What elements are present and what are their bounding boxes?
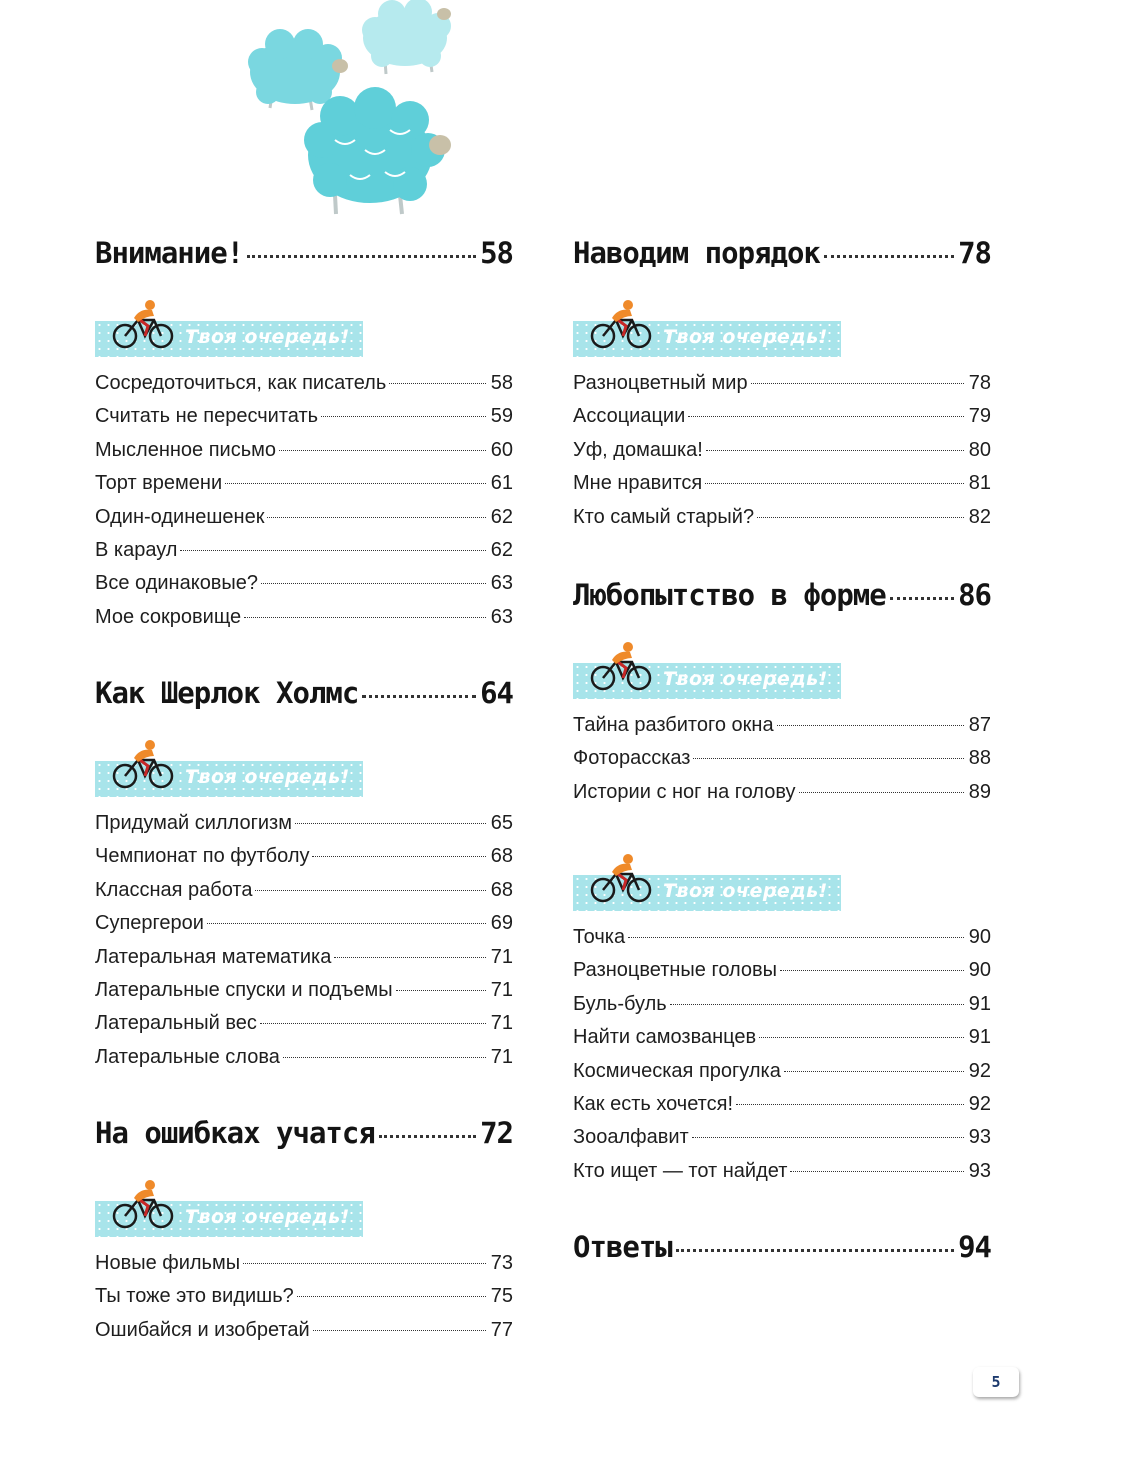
dot-leader xyxy=(267,517,486,518)
cyclist-icon xyxy=(590,850,652,908)
entry-title: Ты тоже это видишь? xyxy=(95,1285,294,1308)
section-title: Любопытство в форме xyxy=(573,578,886,612)
entry-title: Кто самый старый? xyxy=(573,505,755,528)
entry-page: 58 xyxy=(490,372,513,394)
dot-leader xyxy=(692,1137,964,1138)
dot-leader xyxy=(247,255,476,258)
section-title: Ответы xyxy=(573,1230,672,1264)
toc-entry[interactable] xyxy=(95,1319,513,1352)
your-turn-banner xyxy=(573,850,991,920)
entry-title: Разноцветные головы xyxy=(573,959,778,982)
entry-page: 73 xyxy=(490,1252,513,1274)
entry-page: 62 xyxy=(490,538,513,561)
entry-page: 91 xyxy=(968,1026,991,1049)
entry-page: 81 xyxy=(968,472,991,495)
section-page: 72 xyxy=(480,1116,513,1150)
banner-label: Твоя очередь! xyxy=(185,1206,350,1228)
dot-leader xyxy=(297,1296,486,1297)
entry-title: Латеральный вес xyxy=(95,1012,257,1035)
entry-page: 82 xyxy=(968,505,991,528)
dot-leader xyxy=(180,550,486,551)
toc-entry[interactable] xyxy=(95,912,513,945)
dot-leader xyxy=(260,1023,486,1024)
entry-title: Мне нравится xyxy=(573,472,703,495)
toc-entry[interactable] xyxy=(573,472,991,505)
banner-label: Твоя очередь! xyxy=(663,668,828,690)
dot-leader xyxy=(261,583,486,584)
entry-page: 68 xyxy=(490,845,513,868)
entry-title: Латеральные слова xyxy=(95,1045,280,1068)
dot-leader xyxy=(312,856,486,857)
entry-page: 80 xyxy=(968,438,991,461)
cyclist-icon xyxy=(590,296,652,354)
dot-leader xyxy=(334,957,486,958)
entry-page: 88 xyxy=(968,747,991,770)
entry-title: Ошибайся и изобретай xyxy=(95,1318,310,1341)
dot-leader xyxy=(295,823,486,824)
dot-leader xyxy=(751,383,964,384)
entry-page: 61 xyxy=(490,472,513,495)
toc-entry[interactable] xyxy=(95,539,513,572)
dot-leader xyxy=(670,1004,964,1005)
entry-title: Чемпионат по футболу xyxy=(95,845,310,868)
dot-leader xyxy=(784,1071,964,1072)
toc-entry[interactable] xyxy=(573,506,991,539)
toc-section xyxy=(573,236,991,539)
entry-title: В караул xyxy=(95,538,178,561)
dot-leader xyxy=(207,923,486,924)
entry-page: 63 xyxy=(490,572,513,595)
entry-page: 75 xyxy=(490,1285,513,1308)
entry-title: Ассоциации xyxy=(573,405,686,428)
toc-section xyxy=(95,1116,513,1352)
toc-entry[interactable] xyxy=(95,1012,513,1045)
section-heading[interactable] xyxy=(573,1230,991,1274)
dot-leader xyxy=(790,1171,964,1172)
entry-title: Истории с ног на голову xyxy=(573,780,796,803)
toc-entry[interactable] xyxy=(573,372,991,405)
entry-page: 62 xyxy=(490,505,513,528)
toc-entry[interactable] xyxy=(95,606,513,639)
toc-entry[interactable] xyxy=(573,1026,991,1059)
dot-leader xyxy=(759,1037,964,1038)
entry-title: Мое сокровище xyxy=(95,605,242,628)
entry-page: 63 xyxy=(490,605,513,628)
section-page: 94 xyxy=(958,1230,991,1264)
toc-section xyxy=(573,1230,991,1274)
dot-leader xyxy=(283,1057,486,1058)
section-page: 78 xyxy=(958,236,991,270)
toc-entry[interactable] xyxy=(95,946,513,979)
entry-page: 68 xyxy=(490,878,513,901)
toc-entry[interactable] xyxy=(573,1060,991,1093)
banner-label: Твоя очередь! xyxy=(663,326,828,348)
sheep-large xyxy=(304,87,451,214)
dot-leader xyxy=(379,1135,476,1138)
entry-title: Торт времени xyxy=(95,472,223,495)
toc-entry[interactable] xyxy=(573,1160,991,1193)
your-turn-banner xyxy=(95,296,513,366)
section-heading[interactable] xyxy=(95,1116,513,1160)
dot-leader xyxy=(890,597,954,600)
entry-title: Как есть хочется! xyxy=(573,1092,733,1115)
section-title: На ошибках учатся xyxy=(95,1116,375,1150)
dot-leader xyxy=(706,450,964,451)
entry-title: Считать не пересчитать xyxy=(95,405,319,428)
entry-page: 90 xyxy=(968,926,991,948)
entry-page: 87 xyxy=(968,714,991,736)
dot-leader xyxy=(780,970,964,971)
entry-title: Латеральные спуски и подъемы xyxy=(95,978,393,1001)
entry-page: 93 xyxy=(968,1126,991,1149)
entry-title: Мысленное письмо xyxy=(95,438,277,461)
dot-leader xyxy=(225,483,486,484)
your-turn-banner xyxy=(95,1176,513,1246)
entry-page: 71 xyxy=(490,945,513,968)
entry-page: 77 xyxy=(490,1318,513,1341)
entry-title: Найти самозванцев xyxy=(573,1026,757,1049)
entry-title: Латеральная математика xyxy=(95,945,332,968)
toc-entry[interactable] xyxy=(95,472,513,505)
section-title: Как Шерлок Холмс xyxy=(95,676,359,710)
entry-title: Уф, домашка! xyxy=(573,438,703,461)
toc-entry[interactable] xyxy=(573,926,991,959)
toc-entry[interactable] xyxy=(573,993,991,1026)
entry-title: Сосредоточиться, как писатель xyxy=(95,372,387,394)
section-page: 64 xyxy=(480,676,513,710)
entry-page: 91 xyxy=(968,992,991,1015)
entry-title: Зооалфавит xyxy=(573,1126,689,1149)
cyclist-icon xyxy=(590,638,652,696)
toc-entry[interactable] xyxy=(95,812,513,845)
toc-entry[interactable] xyxy=(95,506,513,539)
dot-leader xyxy=(705,483,964,484)
entry-title: Разноцветный мир xyxy=(573,372,748,394)
toc-entry[interactable] xyxy=(95,1046,513,1079)
entry-title: Кто ищет — тот найдет xyxy=(573,1159,788,1182)
toc-entry[interactable] xyxy=(573,1126,991,1159)
dot-leader xyxy=(757,517,964,518)
toc-entry[interactable] xyxy=(95,845,513,878)
section-page: 86 xyxy=(958,578,991,612)
entry-page: 92 xyxy=(968,1059,991,1082)
toc-section xyxy=(573,850,991,1193)
entry-page: 79 xyxy=(968,405,991,428)
toc-entry[interactable] xyxy=(95,1285,513,1318)
toc-entry[interactable] xyxy=(95,1252,513,1285)
entry-title: Один-одинешенек xyxy=(95,505,265,528)
toc-entry[interactable] xyxy=(573,959,991,992)
dot-leader xyxy=(676,1249,954,1252)
toc-section xyxy=(95,676,513,1079)
page-number: 5 xyxy=(973,1367,1019,1397)
dot-leader xyxy=(244,617,486,618)
dot-leader xyxy=(688,416,964,417)
toc-entry[interactable] xyxy=(95,979,513,1012)
dot-leader xyxy=(279,450,486,451)
toc-entry[interactable] xyxy=(573,747,991,780)
your-turn-banner xyxy=(573,296,991,366)
section-title: Наводим порядок xyxy=(573,236,820,270)
sheep-small-right xyxy=(362,0,451,74)
sheep-illustration xyxy=(240,0,470,225)
section-title: Внимание! xyxy=(95,236,244,270)
dot-leader xyxy=(321,416,486,417)
entry-title: Космическая прогулка xyxy=(573,1059,781,1082)
entry-title: Классная работа xyxy=(95,878,253,901)
entry-title: Новые фильмы xyxy=(95,1252,241,1274)
entry-title: Буль-буль xyxy=(573,992,667,1015)
toc-entry[interactable] xyxy=(95,572,513,605)
toc-entry[interactable] xyxy=(573,714,991,747)
dot-leader xyxy=(777,725,964,726)
entry-page: 60 xyxy=(490,438,513,461)
dot-leader xyxy=(362,695,476,698)
banner-label: Твоя очередь! xyxy=(185,766,350,788)
entry-title: Фоторассказ xyxy=(573,747,691,770)
entry-page: 71 xyxy=(490,1045,513,1068)
toc-entry[interactable] xyxy=(573,439,991,472)
dot-leader xyxy=(799,792,965,793)
entry-title: Супергерои xyxy=(95,912,204,935)
entry-title: Тайна разбитого окна xyxy=(573,714,774,736)
toc-section xyxy=(95,236,513,639)
dot-leader xyxy=(824,255,954,258)
dot-leader xyxy=(255,890,486,891)
entry-page: 71 xyxy=(490,1012,513,1035)
entry-page: 69 xyxy=(490,912,513,935)
toc-entry[interactable] xyxy=(573,781,991,814)
entry-title: Придумай силлогизм xyxy=(95,812,292,834)
entry-page: 93 xyxy=(968,1159,991,1182)
dot-leader xyxy=(313,1330,486,1331)
entry-page: 65 xyxy=(490,812,513,834)
toc-entry[interactable] xyxy=(573,405,991,438)
toc-section xyxy=(573,578,991,814)
entry-page: 59 xyxy=(490,405,513,428)
toc-entry[interactable] xyxy=(95,372,513,405)
toc-entry[interactable] xyxy=(95,439,513,472)
dot-leader xyxy=(389,383,486,384)
section-heading[interactable] xyxy=(95,676,513,720)
cyclist-icon xyxy=(112,1176,174,1234)
entry-title: Все одинаковые? xyxy=(95,572,259,595)
section-heading[interactable] xyxy=(95,236,513,280)
dot-leader xyxy=(736,1104,964,1105)
entry-page: 90 xyxy=(968,959,991,982)
banner-label: Твоя очередь! xyxy=(185,326,350,348)
dot-leader xyxy=(628,937,964,938)
your-turn-banner xyxy=(95,736,513,806)
section-heading[interactable] xyxy=(573,236,991,280)
section-heading[interactable] xyxy=(573,578,991,622)
dot-leader xyxy=(396,990,486,991)
cyclist-icon xyxy=(112,736,174,794)
entry-title: Точка xyxy=(573,926,626,948)
toc-entry[interactable] xyxy=(573,1093,991,1126)
toc-entry[interactable] xyxy=(95,879,513,912)
toc-entry[interactable] xyxy=(95,405,513,438)
banner-label: Твоя очередь! xyxy=(663,880,828,902)
section-page: 58 xyxy=(480,236,513,270)
entry-page: 92 xyxy=(968,1092,991,1115)
dot-leader xyxy=(693,758,964,759)
dot-leader xyxy=(243,1263,486,1264)
entry-page: 78 xyxy=(968,372,991,394)
entry-page: 71 xyxy=(490,978,513,1001)
cyclist-icon xyxy=(112,296,174,354)
entry-page: 89 xyxy=(968,780,991,803)
your-turn-banner xyxy=(573,638,991,708)
